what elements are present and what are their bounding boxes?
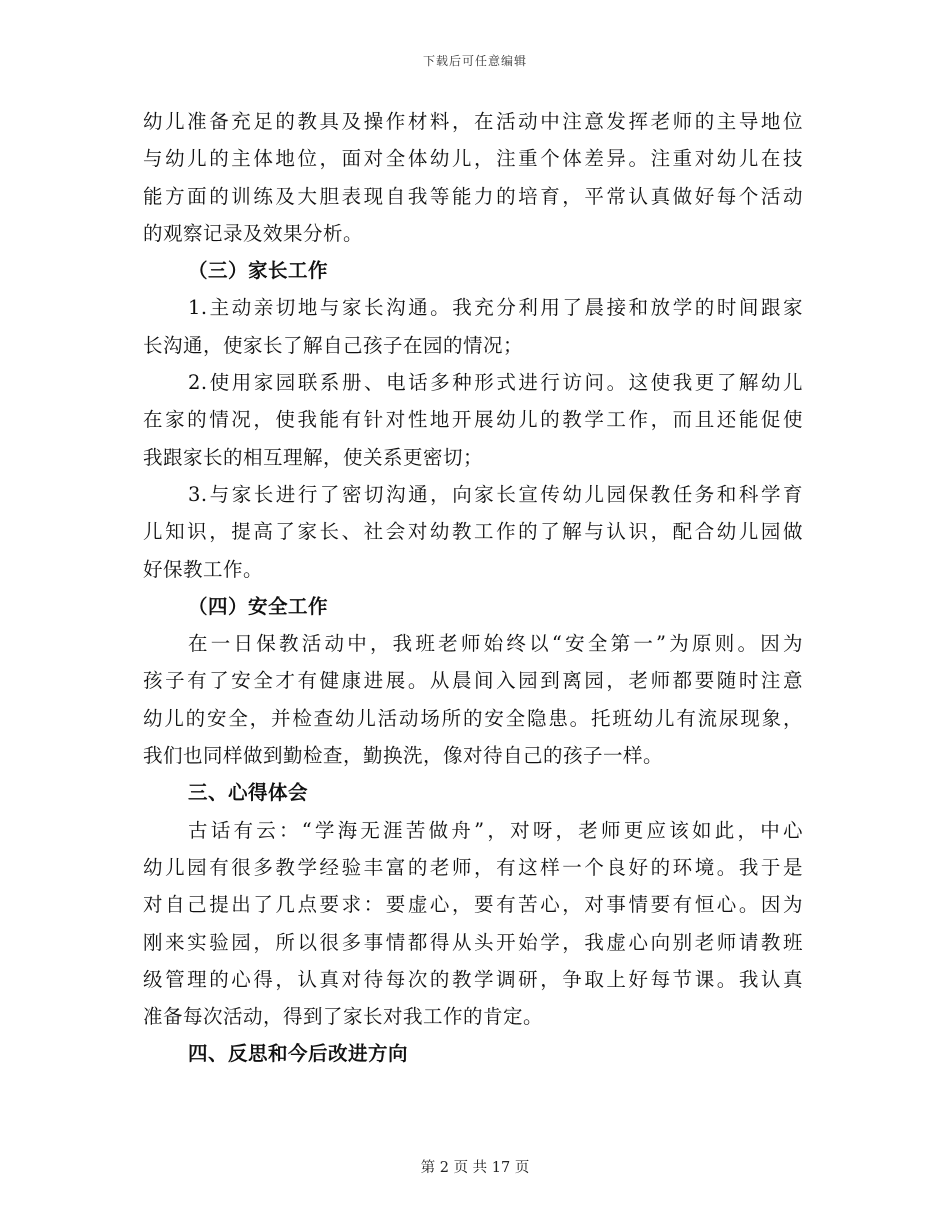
body-line: 幼儿园有很多教学经验丰富的老师，有这样一个良好的环境。我于是 xyxy=(143,855,803,879)
body-line: 孩子有了安全才有健康进展。从晨间入园到离园，老师都要随时注意 xyxy=(143,669,803,693)
body-line: 幼儿准备充足的教具及操作材料，在活动中注意发挥老师的主导地位 xyxy=(143,110,803,133)
body-line: 在家的情况，使我能有针对性地开展幼儿的教学工作，而且还能促使 xyxy=(143,408,803,432)
page-number-footer: 第 2 页 共 17 页 xyxy=(420,1160,530,1176)
page-header-note: 下载后可任意编辑 xyxy=(422,54,527,68)
body-line: 我跟家长的相互理解，使关系更密切； xyxy=(143,445,484,469)
body-line: 长沟通，使家长了解自己孩子在园的情况； xyxy=(143,333,524,357)
body-line: 儿知识，提高了家长、社会对幼教工作的了解与认识，配合幼儿园做 xyxy=(143,520,803,544)
body-line: 能方面的训练及大胆表现自我等能力的培育，平常认真做好每个活动 xyxy=(143,184,803,208)
body-line: 3.与家长进行了密切沟通，向家长宣传幼儿园保教任务和科学育 xyxy=(188,482,803,506)
body-line: 古话有云：“学海无涯苦做舟”，对呀，老师更应该如此，中心 xyxy=(188,818,803,842)
body-line: 1.主动亲切地与家长沟通。我充分利用了晨接和放学的时间跟家 xyxy=(188,296,803,320)
section-heading-parent-work: （三）家长工作 xyxy=(188,259,329,283)
body-line: 的观察记录及效果分析。 xyxy=(143,221,364,245)
document-body xyxy=(143,103,803,1073)
body-line: 好保教工作。 xyxy=(143,557,264,581)
body-line: 对自己提出了几点要求：要虚心，要有苦心，对事情要有恒心。因为 xyxy=(143,893,803,917)
body-line: 刚来实验园，所以很多事情都得从头开始学，我虚心向别老师请教班 xyxy=(143,930,803,954)
body-line: 幼儿的安全，并检查幼儿活动场所的安全隐患。托班幼儿有流尿现象， xyxy=(143,706,803,730)
section-heading-reflections: 三、心得体会 xyxy=(188,781,309,805)
section-heading-safety-work: （四）安全工作 xyxy=(188,594,329,618)
body-line: 我们也同样做到勤检查，勤换洗，像对待自己的孩子一样。 xyxy=(143,744,664,768)
body-line: 与幼儿的主体地位，面对全体幼儿，注重个体差异。注重对幼儿在技 xyxy=(143,147,803,171)
body-line: 2.使用家园联系册、电话多种形式进行访问。这使我更了解幼儿 xyxy=(188,371,803,395)
body-line: 级管理的心得，认真对待每次的教学调研，争取上好每节课。我认真 xyxy=(143,967,803,991)
section-heading-improvement: 四、反思和今后改进方向 xyxy=(188,1042,409,1066)
body-line: 准备每次活动，得到了家长对我工作的肯定。 xyxy=(143,1005,544,1029)
body-line: 在一日保教活动中，我班老师始终以“安全第一”为原则。因为 xyxy=(188,632,803,656)
